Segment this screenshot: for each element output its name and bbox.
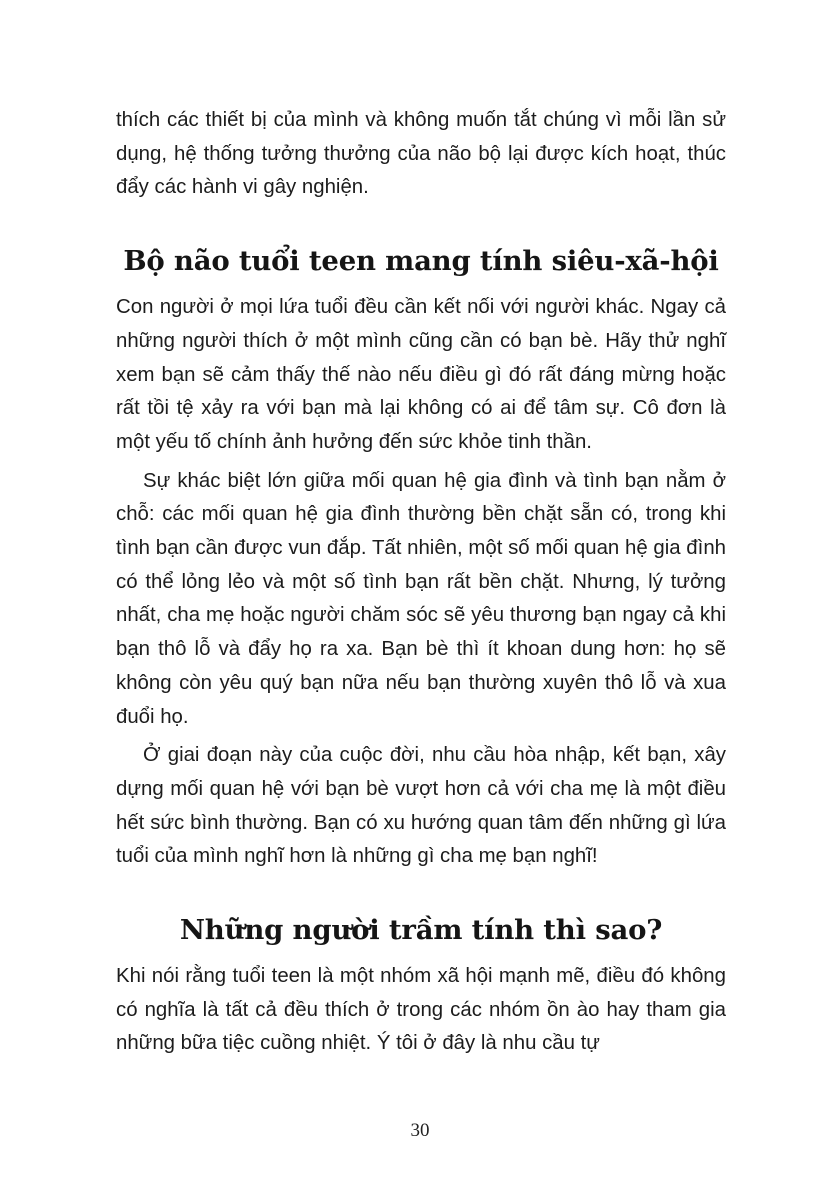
paragraph-life-stage: Ở giai đoạn này của cuộc đời, nhu cầu hòa nhập, kết bạn, xây dựng mối quan hệ với bạn bè vượt hơn cả với cha mẹ là một điều hết sức bình thường. Bạn có xu hướng quan tâm đến những gì lứa tuổi của mình nghĩ hơn là những gì cha mẹ bạn nghĩ!: [116, 744, 726, 868]
paragraph-social-group: Khi nói rằng tuổi teen là một nhóm xã hội mạnh mẽ, điều đó không có nghĩa là tất cả đều thích ở trong các nhóm ồn ào hay tham gia những bữa tiệc cuồng nhiệt. Ý tôi ở đây là nhu cầu tự: [116, 965, 726, 1055]
section-heading-quiet-people: Những người trầm tính thì sao?: [179, 914, 663, 947]
page-content: [116, 104, 726, 1061]
paragraph-continuation: thích các thiết bị của mình và không muốn tắt chúng vì mỗi lần sử dụng, hệ thống tưởng thưởng của não bộ lại được kích hoạt, thúc đẩy các hành vi gây nghiện.: [116, 109, 726, 199]
page-number: 30: [410, 1120, 430, 1141]
section-heading-teen-brain: Bộ não tuổi teen mang tính siêu-xã-hội: [123, 245, 719, 278]
paragraph-connection: Con người ở mọi lứa tuổi đều cần kết nối với người khác. Ngay cả những người thích ở một mình cũng cần có bạn bè. Hãy thử nghĩ xem bạn sẽ cảm thấy thế nào nếu điều gì đó rất đáng mừng hoặc rất tồi tệ xảy ra với bạn mà lại không có ai để tâm sự. Cô đơn là một yếu tố chính ảnh hưởng đến sức khỏe tinh thần.: [116, 296, 726, 453]
paragraph-family-vs-friends: Sự khác biệt lớn giữa mối quan hệ gia đình và tình bạn nằm ở chỗ: các mối quan hệ gia đình thường bền chặt sẵn có, trong khi tình bạn cần được vun đắp. Tất nhiên, một số mối quan hệ gia đình có thể lỏng lẻo và một số tình bạn rất bền chặt. Nhưng, lý tưởng nhất, cha mẹ hoặc người chăm sóc sẽ yêu thương bạn ngay cả khi bạn thô lỗ và đẩy họ ra xa. Bạn bè thì ít khoan dung hơn: họ sẽ không còn yêu quý bạn nữa nếu bạn thường xuyên thô lỗ và xua đuổi họ.: [116, 469, 726, 728]
